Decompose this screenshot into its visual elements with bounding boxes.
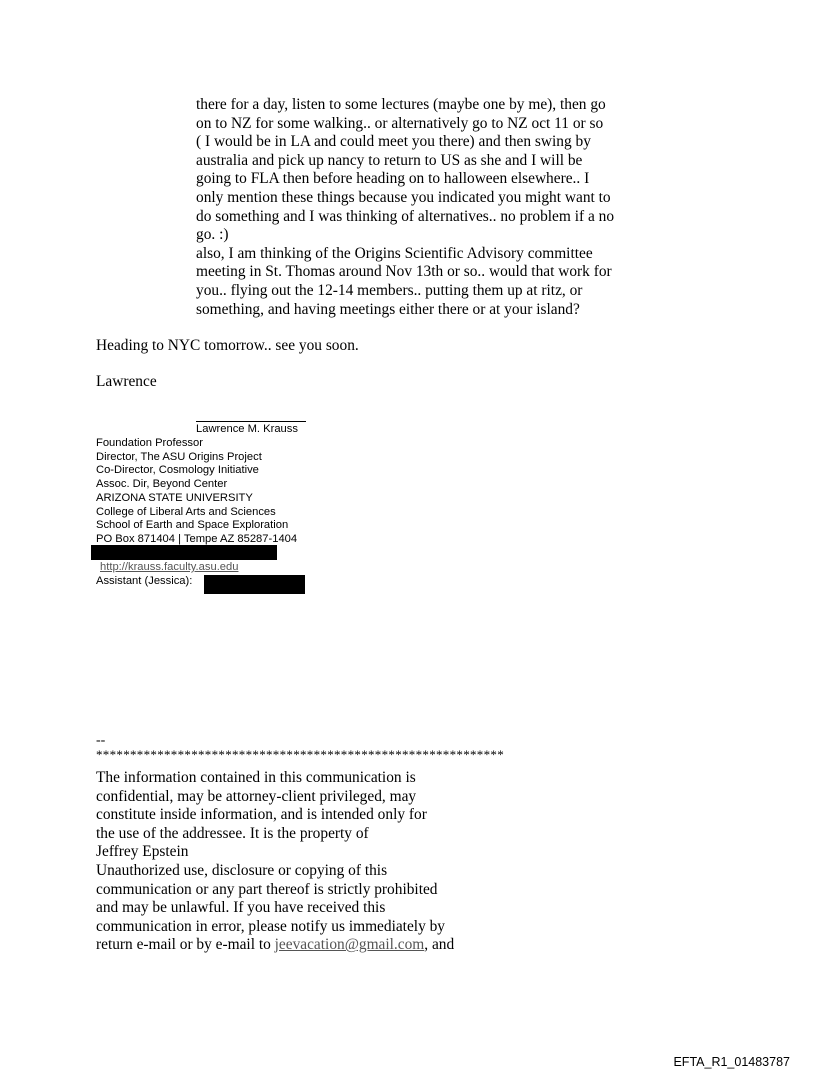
signature-line: College of Liberal Arts and Sciences <box>96 505 276 518</box>
signature-line: Foundation Professor <box>96 437 203 449</box>
signature-line: Assoc. Dir, Beyond Center <box>96 478 228 491</box>
quoted-message <box>196 96 646 319</box>
quoted-line: you.. flying out the 12-14 members.. putting them up at ritz, or <box>196 281 583 299</box>
disclaimer-suffix: , and <box>424 936 455 954</box>
quoted-line: do something and I was thinking of alternatives.. no problem if a no <box>196 207 615 225</box>
quoted-line: something, and having meetings either there or at your island? <box>196 300 580 318</box>
signature-rule <box>196 421 306 422</box>
disclaimer-line: The information contained in this communication is <box>96 769 416 786</box>
confidentiality-disclaimer <box>96 769 454 955</box>
signature-line: Co-Director, Cosmology Initiative <box>96 464 259 477</box>
document-id: EFTA_R1_01483787 <box>673 1055 790 1069</box>
disclaimer-line: communication in error, please notify us immediately by <box>96 917 446 935</box>
quoted-line: australia and pick up nancy to return to US as she and I will be <box>196 151 583 169</box>
sender-name: Lawrence <box>96 373 157 390</box>
assistant-label: Assistant (Jessica): <box>96 575 193 587</box>
signature-line: ARIZONA STATE UNIVERSITY <box>96 491 253 504</box>
disclaimer-line: constitute inside information, and is intended only for <box>96 806 427 824</box>
disclaimer-prefix: return e-mail or by e-mail to <box>96 936 275 954</box>
disclaimer-line: confidential, may be attorney-client privileged, may <box>96 787 417 805</box>
quoted-line: there for a day, listen to some lectures (maybe one by me), then go <box>196 96 606 113</box>
disclaimer-line: the use of the addressee. It is the property of <box>96 824 369 842</box>
disclaimer-line: and may be unlawful. If you have received this <box>96 899 386 917</box>
disclaimer-line: communication or any part thereof is strictly prohibited <box>96 880 438 898</box>
signature-name: Lawrence M. Krauss <box>196 423 298 435</box>
quoted-line: go. :) <box>196 226 229 244</box>
closing-line: Heading to NYC tomorrow.. see you soon. <box>96 337 359 354</box>
quoted-line: ( I would be in LA and could meet you there) and then swing by <box>196 133 591 151</box>
redaction-box <box>91 545 277 560</box>
signature-line: Director, The ASU Origins Project <box>96 450 262 463</box>
website-link[interactable]: http://krauss.faculty.asu.edu <box>100 561 239 573</box>
quoted-line: meeting in St. Thomas around Nov 13th or so.. would that work for <box>196 263 612 281</box>
signature-block <box>96 437 297 547</box>
quoted-line: also, I am thinking of the Origins Scientific Advisory committee <box>196 244 593 262</box>
separator-dash: -- <box>96 733 106 748</box>
email-link[interactable]: jeevacation@gmail.com <box>274 936 425 954</box>
disclaimer-line: Unauthorized use, disclosure or copying of this <box>96 861 388 879</box>
separator-stars: ************************************************************ <box>96 747 504 762</box>
redaction-box <box>204 575 305 594</box>
quoted-line: only mention these things because you indicated you might want to <box>196 188 611 206</box>
signature-line: School of Earth and Space Exploration <box>96 519 289 532</box>
disclaimer-line: Jeffrey Epstein <box>96 843 189 861</box>
signature-line: PO Box 871404 | Tempe AZ 85287-1404 <box>96 532 298 545</box>
quoted-line: on to NZ for some walking.. or alternatively go to NZ oct 11 or so <box>196 114 604 132</box>
disclaimer-line-last <box>96 936 454 955</box>
quoted-line: going to FLA then before heading on to halloween elsewhere.. I <box>196 170 590 188</box>
